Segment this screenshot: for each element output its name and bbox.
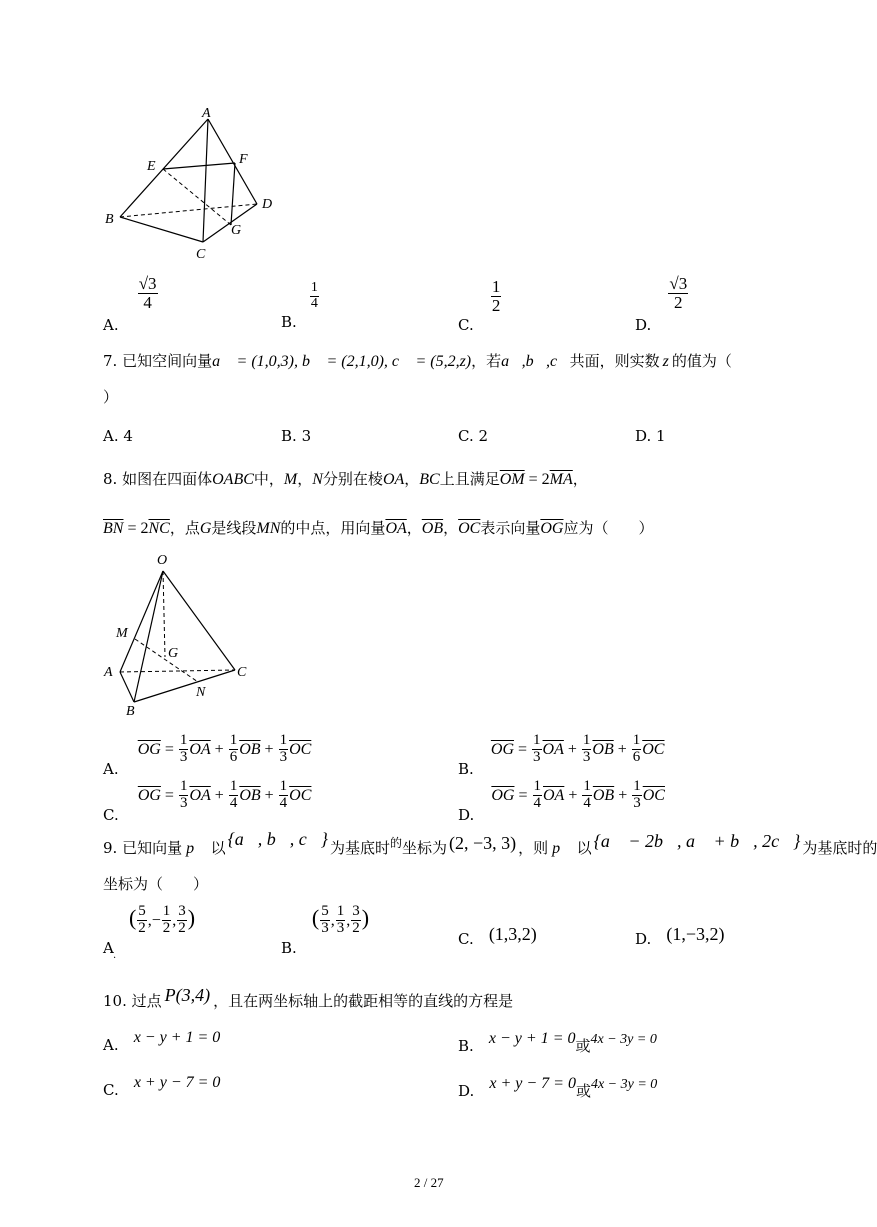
label-A: A — [104, 665, 113, 680]
label-C: C — [237, 665, 247, 680]
q10-option-c[interactable]: C. x + y − 7 = 0 — [103, 1074, 221, 1099]
label-G: G — [231, 223, 242, 238]
q6-option-b[interactable] — [281, 280, 320, 331]
q7-option-b[interactable]: B. 3 — [281, 427, 312, 445]
label-G: G — [168, 646, 179, 661]
label-C: C — [196, 247, 206, 262]
q9-stem-line1: 9. 已知向量 p⃗ 以 {a⃗, b⃗, c⃗} 为基底时$^的$坐标为 (2, −3, 3) ，则 p⃗ 以 {a⃗ − 2b⃗, a⃗ + b⃗, 2c⃗} 为基底时的 — [103, 829, 877, 857]
q8-option-c[interactable]: C. $\overline{OG}$ = $\frac{1}{3}$ $\overline{OA}$ + $\frac{1}{4}$ $\overline{OB}$ + $\frac{1}{4}$ $\overline{OC}$ — [103, 778, 312, 824]
q8-option-b[interactable]: B. $\overline{OG}$ = $\frac{1}{3}$ $\overline{OA}$ + $\frac{1}{3}$ $\overline{OB}$ + $\frac{1}{6}$ $\overline{OC}$ — [458, 732, 665, 778]
figure-tetrahedron-oabc — [95, 545, 275, 725]
fraction: $\frac{√3}{4}$ — [138, 274, 157, 312]
q9-stem-line2: 坐标为（ ） — [103, 875, 209, 893]
q6-option-d[interactable] — [635, 274, 689, 334]
label-F: F — [239, 152, 248, 167]
q9-option-b[interactable]: B. ( $\frac{5}{3}$ , $\frac{1}{3}$ , $\frac{3}{2}$ ) — [281, 903, 370, 957]
q10-option-b[interactable]: B. x − y + 1 = 0或4x − 3y = 0 — [458, 1030, 657, 1055]
page-number: 2 / 27 — [414, 1175, 444, 1190]
option-label: C. — [458, 315, 474, 334]
q7-option-a[interactable]: A. 4 — [103, 427, 133, 445]
option-label: D. — [635, 315, 652, 334]
label-D: D — [262, 197, 273, 212]
option-label: B. — [281, 312, 297, 331]
q8-stem-line2: $\overline{BN} = 2\overline{NC}$，点G是线段MN的中点，用向量$\overline{OA}$，$\overline{OB}$，$\overline{OC}$表示向量$\overline{OG}$应为（ ） — [103, 519, 654, 537]
q9-option-c[interactable]: C. (1,3,2) — [458, 924, 537, 948]
fraction: $\frac{1}{4}$ — [310, 280, 318, 311]
label-A: A — [202, 106, 211, 121]
fraction: $\frac{√3}{2}$ — [669, 274, 688, 312]
q10-option-d[interactable]: D. x + y − 7 = 0或4x − 3y = 0 — [458, 1075, 658, 1100]
q7-vectors-formula: a⃗ = (1,0,3), b⃗ = (2,1,0), c⃗ = (5,2,z) — [212, 353, 472, 370]
label-B: B — [126, 704, 135, 719]
option-label: A. — [103, 315, 119, 334]
label-E: E — [147, 159, 156, 174]
q8-option-a[interactable]: A. $\overline{OG}$ = $\frac{1}{3}$ $\overline{OA}$ + $\frac{1}{6}$ $\overline{OB}$ + $\frac{1}{3}$ $\overline{OC}$ — [103, 732, 312, 778]
label-O: O — [157, 553, 168, 568]
figure-tetrahedron-abcd — [95, 100, 295, 270]
q9-option-d[interactable]: D. (1,−3,2) — [635, 924, 725, 948]
q8-option-d[interactable]: D. $\overline{OG}$ = $\frac{1}{4}$ $\overline{OA}$ + $\frac{1}{4}$ $\overline{OB}$ + $\frac{1}{3}$ $\overline{OC}$ — [458, 778, 665, 824]
q7-stem: 7. 已知空间向量a⃗ = (1,0,3), b⃗ = (2,1,0), c⃗ = (5,2,z)，若a⃗,b⃗,c⃗共面，则实数 z 的值为（ — [103, 352, 732, 370]
q7-option-c[interactable]: C. 2 — [458, 427, 489, 445]
label-B: B — [105, 212, 114, 227]
q6-option-c[interactable] — [458, 277, 502, 334]
q7-stem-cont: ） — [103, 388, 119, 406]
q9-option-a[interactable]: A . ( $\frac{5}{2}$ ,− $\frac{1}{2}$ , $\frac{3}{2}$ ) — [103, 903, 196, 961]
q10-option-a[interactable]: A. x − y + 1 = 0 — [103, 1029, 221, 1054]
q6-option-a[interactable] — [103, 274, 159, 334]
label-M: M — [116, 626, 128, 641]
q8-stem-line1: 8. 如图在四面体OABC中，M，N分别在棱OA，BC上且满足$\overline{OM} = 2\overline{MA}$， — [103, 470, 588, 488]
fraction: $\frac{1}{2}$ — [491, 277, 501, 315]
q10-stem: 10. 过点 P(3,4) ，且在两坐标轴上的截距相等的直线的方程是 — [103, 985, 514, 1010]
q7-option-d[interactable]: D. 1 — [635, 427, 666, 445]
label-N: N — [196, 685, 206, 700]
